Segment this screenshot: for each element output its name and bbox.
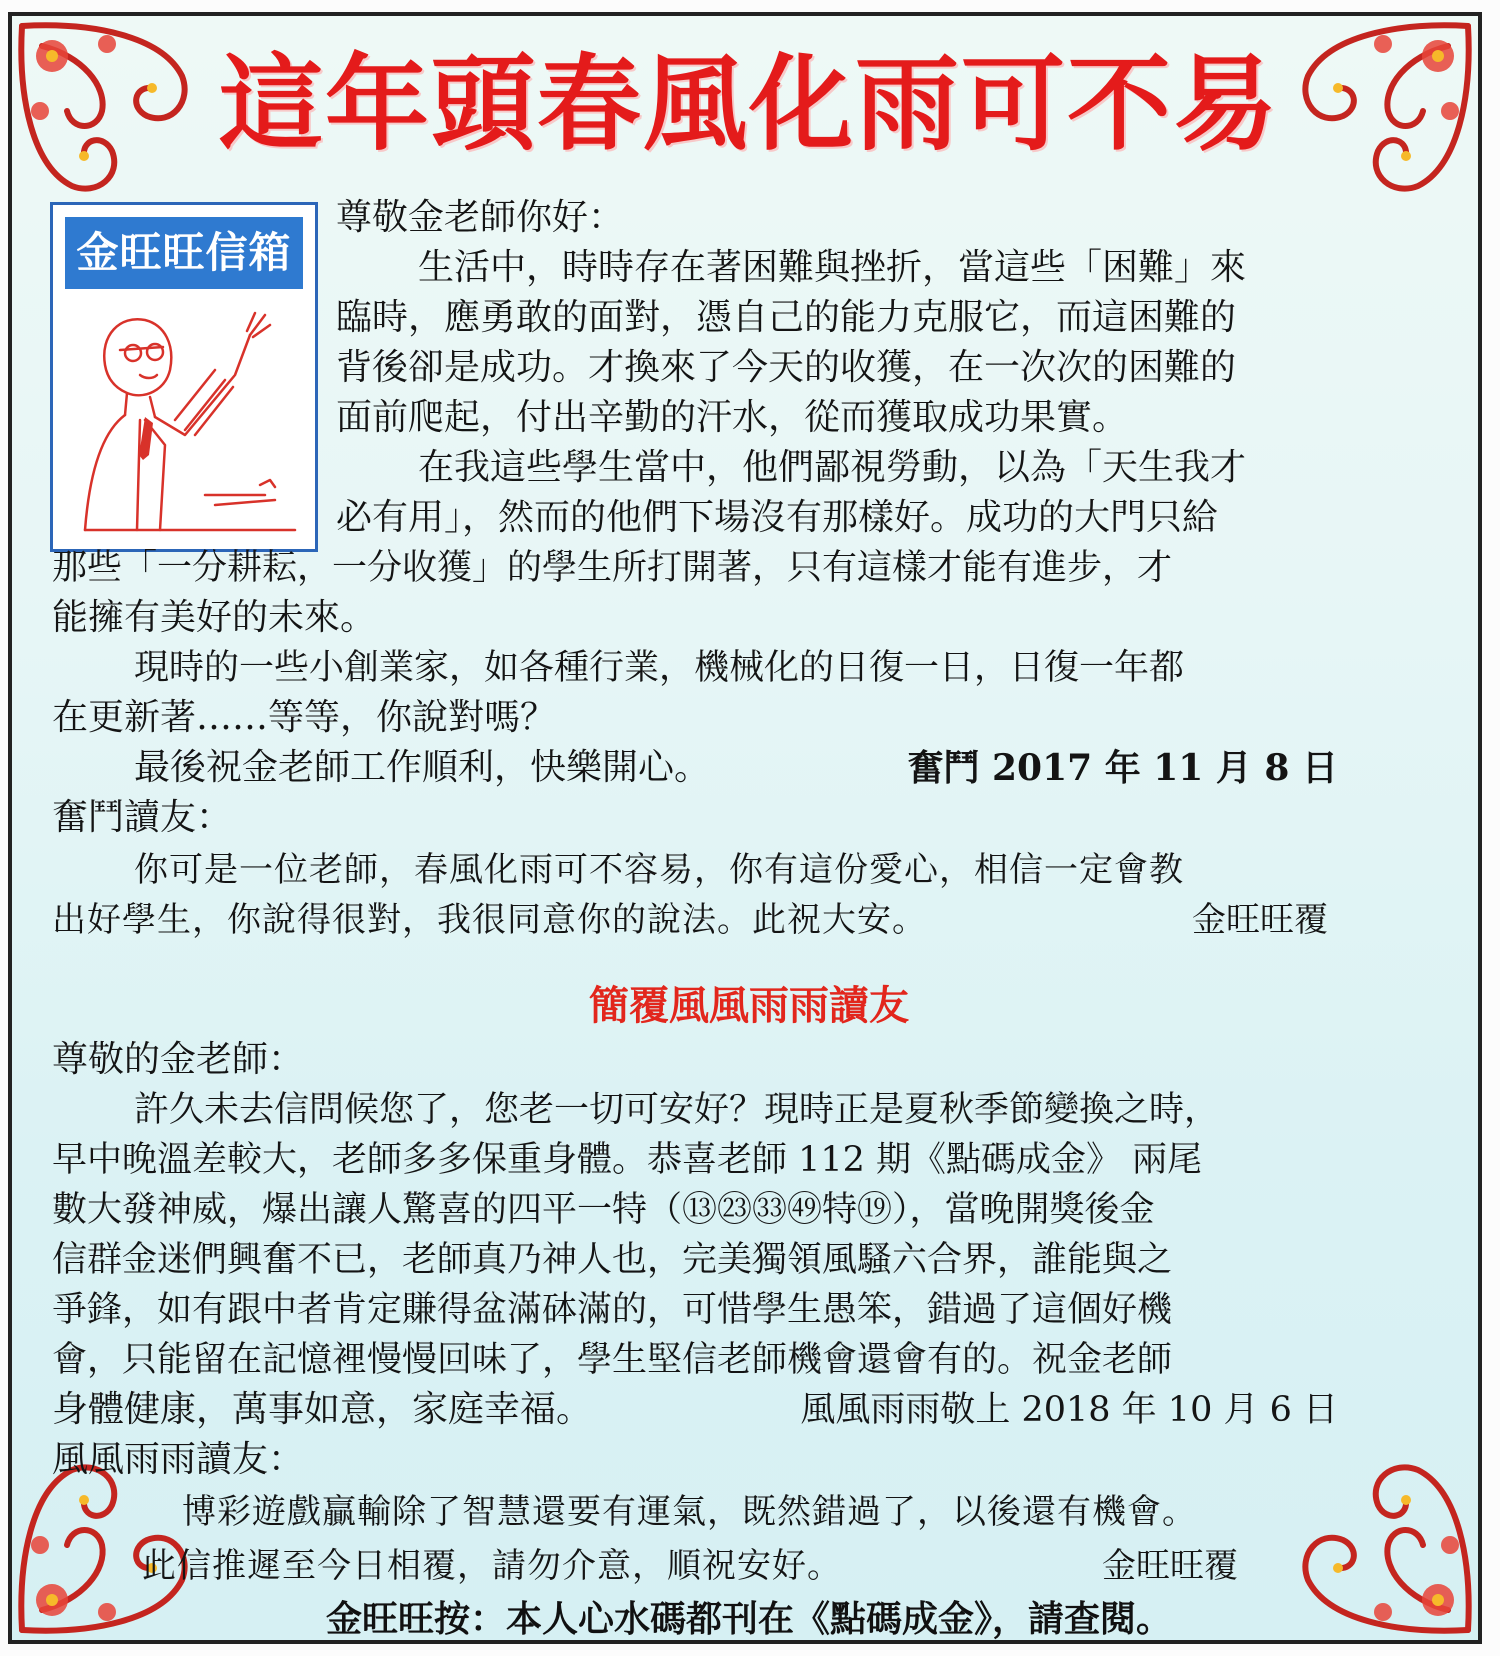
letter1-signature: 奮鬥 2017 年 11 月 8 日 [907, 747, 1338, 789]
letter1-line: 臨時，應勇敢的面對，憑自己的能力克服它，而這困難的 [336, 297, 1237, 338]
letter2-line: 身體健康，萬事如意，家庭幸福。 [52, 1389, 593, 1430]
letter1-line: 在我這些學生當中，他們鄙視勞動，以為「天生我才 [418, 447, 1247, 488]
letter1-line: 背後卻是成功。才換來了今天的收獲，在一次次的困難的 [336, 347, 1237, 388]
editor-note: 金旺旺按：本人心水碼都刊在《點碼成金》，請查閱。 [325, 1599, 1172, 1640]
reply1-signature: 金旺旺覆 [1192, 900, 1328, 940]
letter1-line: 在更新著……等等，你說對嗎？ [52, 697, 557, 738]
reply1-line: 出好學生，你說得很對，我很同意你的說法。此祝大安。 [52, 900, 927, 940]
letter2-line: 會，只能留在記憶裡慢慢回味了，學生堅信老師機會還會有的。祝金老師 [52, 1340, 1173, 1380]
reply1-salutation: 奮鬥讀友： [52, 797, 233, 838]
letter1-line: 那些「一分耕耘，一分收獲」的學生所打開著，只有這樣才能有進步，才 [52, 548, 1173, 588]
column-label: 金旺旺信箱 [65, 217, 303, 289]
letter1-line: 能擁有美好的未來。 [52, 597, 377, 638]
page-title: 這年頭春風化雨可不易 [218, 43, 1279, 165]
letter1-line: 必有用」，然而的他們下場沒有那樣好。成功的大門只給 [336, 497, 1219, 538]
letter2-line: 爭鋒，如有跟中者肯定賺得盆滿砵滿的，可惜學生愚笨，錯過了這個好機 [52, 1290, 1173, 1330]
letter1-line: 面前爬起，付出辛勤的汗水，從而獲取成功果實。 [336, 397, 1129, 438]
column-logo [50, 202, 318, 552]
letter2-line: 許久未去信問候您了，您老一切可安好？現時正是夏秋季節變換之時， [134, 1090, 1220, 1130]
reply2-line: 博彩遊戲贏輸除了智慧還要有運氣，既然錯過了，以後還有機會。 [182, 1492, 1197, 1532]
reply2-signature: 金旺旺覆 [1102, 1546, 1238, 1586]
letter2-line: 早中晚溫差較大，老師多多保重身體。恭喜老師 112 期《點碼成金》 兩尾 [52, 1140, 1203, 1180]
letter2-line: 數大發神威，爆出讓人驚喜的四平一特（⑬㉓㉝㊾特⑲），當晚開獎後金 [52, 1190, 1155, 1230]
letter2-signature: 風風雨雨敬上 2018 年 10 月 6 日 [800, 1390, 1338, 1430]
reply-subheading: 簡覆風風雨雨讀友 [589, 982, 909, 1029]
reply2-salutation: 風風雨雨讀友： [52, 1439, 305, 1480]
teacher-illustration-icon [65, 295, 303, 535]
reply1-line: 你可是一位老師，春風化雨可不容易，你有這份愛心，相信一定會教 [134, 850, 1184, 890]
letter1-salutation: 尊敬金老師你好： [336, 197, 625, 238]
letter2-line: 信群金迷們興奮不已，老師真乃神人也，完美獨領風騷六合界，誰能與之 [52, 1240, 1173, 1280]
bordered-panel [8, 12, 1482, 1644]
letter1-line: 現時的一些小創業家，如各種行業，機械化的日復一日，日復一年都 [134, 648, 1185, 688]
letter2-salutation: 尊敬的金老師： [52, 1039, 305, 1080]
letter1-line: 生活中，時時存在著困難與挫折，當這些「困難」來 [418, 247, 1247, 288]
reply2-line: 此信推遲至今日相覆，請勿介意，順祝安好。 [142, 1546, 842, 1586]
letter1-line: 最後祝金老師工作順利，快樂開心。 [134, 747, 711, 788]
